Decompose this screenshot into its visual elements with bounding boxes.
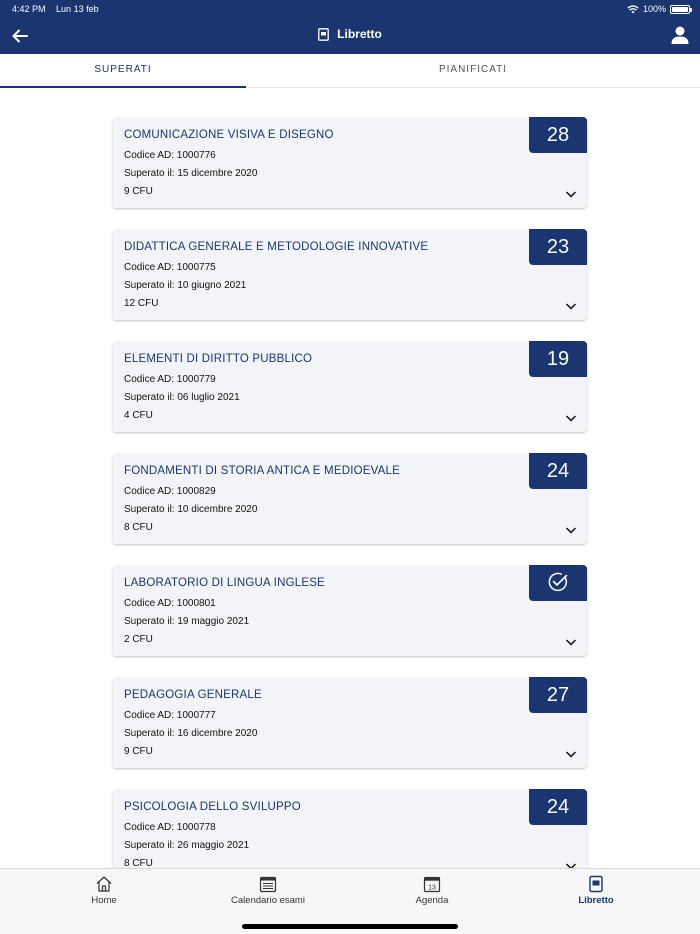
- chevron-down-icon[interactable]: [565, 861, 577, 868]
- grade-badge: 24: [529, 789, 587, 825]
- exam-date: Superato il: 15 dicembre 2020: [124, 168, 258, 179]
- grade-badge: 27: [529, 677, 587, 713]
- battery-icon: [670, 5, 690, 14]
- battery-percent: 100%: [642, 4, 666, 14]
- exam-date: Superato il: 06 luglio 2021: [124, 392, 240, 403]
- home-icon: [95, 875, 113, 893]
- exam-code: Codice AD: 1000777: [124, 710, 216, 721]
- exam-code: Codice AD: 1000829: [124, 486, 216, 497]
- exam-card[interactable]: [113, 453, 587, 544]
- exam-code: Codice AD: 1000779: [124, 374, 216, 385]
- grade-badge: 24: [529, 453, 587, 489]
- calendar-day-number: 13: [428, 884, 436, 892]
- exam-cfu: 8 CFU: [124, 858, 153, 868]
- status-bar: [0, 0, 700, 18]
- status-date: Lun 13 feb: [56, 4, 99, 14]
- chevron-down-icon[interactable]: [565, 301, 577, 311]
- chevron-down-icon[interactable]: [565, 749, 577, 759]
- tabbar-label: Calendario esami: [231, 895, 305, 906]
- exam-cfu: 9 CFU: [124, 186, 153, 197]
- tab-pianificati[interactable]: PIANIFICATI: [438, 64, 508, 75]
- page-title: Libretto: [337, 27, 382, 41]
- exam-card[interactable]: [113, 229, 587, 320]
- exam-name: PEDAGOGIA GENERALE: [124, 689, 262, 701]
- tabbar-label: Home: [91, 895, 117, 906]
- exam-cfu: 9 CFU: [124, 746, 153, 757]
- exam-name: DIDATTICA GENERALE E METODOLOGIE INNOVATIVE: [124, 241, 429, 253]
- exam-cfu: 12 CFU: [124, 298, 159, 309]
- exam-cfu: 8 CFU: [124, 522, 153, 533]
- exam-code: Codice AD: 1000776: [124, 150, 216, 161]
- exam-code: Codice AD: 1000775: [124, 262, 216, 273]
- exam-code: Codice AD: 1000778: [124, 822, 216, 833]
- page-title-group: [0, 27, 700, 41]
- tabbar-item-libretto[interactable]: [572, 875, 620, 906]
- chevron-down-icon[interactable]: [565, 525, 577, 535]
- chevron-down-icon[interactable]: [565, 189, 577, 199]
- user-icon[interactable]: [670, 25, 690, 45]
- tabbar-item-agenda[interactable]: [408, 875, 456, 906]
- segment-tabs: [0, 54, 700, 88]
- chevron-down-icon[interactable]: [565, 637, 577, 647]
- grade-badge: 23: [529, 229, 587, 265]
- exam-date: Superato il: 16 dicembre 2020: [124, 728, 258, 739]
- exam-date: Superato il: 26 maggio 2021: [124, 840, 250, 851]
- tabbar-item-calendario[interactable]: [220, 875, 316, 906]
- tabbar-label: Libretto: [578, 895, 614, 906]
- exam-name: FONDAMENTI DI STORIA ANTICA E MEDIOEVALE: [124, 465, 400, 477]
- exam-card[interactable]: [113, 341, 587, 432]
- nav-bar: [0, 18, 700, 54]
- tabbar-item-home[interactable]: [80, 875, 128, 906]
- exam-card[interactable]: [113, 789, 587, 868]
- exam-name: LABORATORIO DI LINGUA INGLESE: [124, 577, 325, 589]
- wifi-icon: [627, 5, 639, 14]
- exam-card[interactable]: [113, 565, 587, 656]
- exam-date: Superato il: 10 giugno 2021: [124, 280, 247, 291]
- status-time: 4:42 PM: [12, 4, 46, 14]
- home-indicator: [242, 924, 458, 929]
- calendar-list-icon: [259, 875, 277, 893]
- chevron-down-icon[interactable]: [565, 413, 577, 423]
- exam-name: PSICOLOGIA DELLO SVILUPPO: [124, 801, 301, 813]
- exam-list[interactable]: [0, 88, 700, 868]
- exam-cfu: 4 CFU: [124, 410, 153, 421]
- exam-name: COMUNICAZIONE VISIVA E DISEGNO: [124, 129, 334, 141]
- booklet-icon: [587, 875, 605, 893]
- grade-badge: 28: [529, 117, 587, 153]
- exam-card[interactable]: [113, 117, 587, 208]
- exam-card[interactable]: [113, 677, 587, 768]
- exam-cfu: 2 CFU: [124, 634, 153, 645]
- exam-name: ELEMENTI DI DIRITTO PUBBLICO: [124, 353, 313, 365]
- exam-code: Codice AD: 1000801: [124, 598, 216, 609]
- check-circle-icon: [547, 571, 569, 593]
- exam-date: Superato il: 19 maggio 2021: [124, 616, 250, 627]
- exam-date: Superato il: 10 dicembre 2020: [124, 504, 258, 515]
- booklet-icon: [318, 28, 329, 41]
- grade-badge: 19: [529, 341, 587, 377]
- grade-badge: [529, 565, 587, 601]
- tab-superati[interactable]: SUPERATI: [0, 54, 246, 88]
- calendar-13-icon: [423, 875, 441, 893]
- tabbar-label: Agenda: [415, 895, 449, 906]
